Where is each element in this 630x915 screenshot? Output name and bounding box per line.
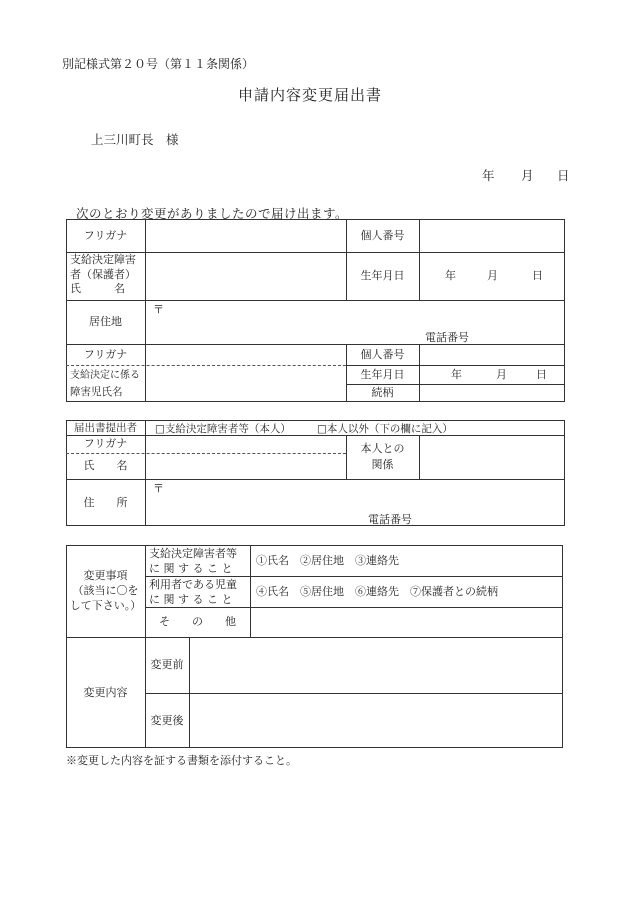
row1-options[interactable]: ①氏名 ②居住地 ③連絡先 xyxy=(256,553,399,567)
row1-label: 支給決定障害者等 に 関 す る こ と xyxy=(149,547,237,575)
change-items-label: 変更事項 （該当に〇を して下さい。） xyxy=(69,569,142,612)
recipient-name-label: 支給決定障害 者（保護者） 氏 名 xyxy=(70,253,136,295)
child-birthdate-field[interactable]: 年 月 日 xyxy=(451,367,547,381)
form-id: 別記様式第２０号（第１１条関係） xyxy=(62,57,255,71)
address-field[interactable] xyxy=(145,300,565,344)
submitter-address-label: 住 所 xyxy=(83,495,128,509)
change-content-label: 変更内容 xyxy=(83,685,128,699)
before-field[interactable] xyxy=(189,637,563,693)
child-kojin-bango-field[interactable] xyxy=(419,344,565,365)
child-furigana-label: フリガナ xyxy=(83,347,128,361)
date-day: 日 xyxy=(557,168,570,183)
child-birthdate-label: 生年月日 xyxy=(360,367,405,381)
submitter-address-field[interactable] xyxy=(145,479,565,526)
footnote: ※変更した内容を証する書類を添付すること。 xyxy=(66,754,297,767)
postal-mark: 〒 xyxy=(153,303,164,316)
after-field[interactable] xyxy=(189,693,563,748)
date-year: 年 xyxy=(482,168,495,183)
addressee: 上三川町長 様 xyxy=(91,132,179,147)
submitter-furigana-label: フリガナ xyxy=(83,437,128,450)
row3-field[interactable] xyxy=(250,607,563,637)
kojin-bango-label: 個人番号 xyxy=(360,228,405,242)
birthdate-field[interactable]: 年 月 日 xyxy=(445,269,543,282)
submitter-name-field[interactable] xyxy=(145,435,346,479)
child-name-label: 支給決定に係る 障害児氏名 xyxy=(70,370,140,398)
recipient-name-field[interactable] xyxy=(145,252,346,300)
option-other-checkbox[interactable]: □本人以外（下の欄に記入） xyxy=(317,423,453,435)
relation-field[interactable] xyxy=(419,384,565,402)
child-furigana-field[interactable] xyxy=(145,344,346,365)
kojin-bango-field[interactable] xyxy=(419,219,565,252)
furigana-field[interactable] xyxy=(145,219,346,252)
relation-label: 続柄 xyxy=(371,386,394,399)
submitter-name-label: 氏 名 xyxy=(83,459,128,472)
relationship-field[interactable] xyxy=(419,435,565,479)
before-label: 変更前 xyxy=(150,658,184,671)
after-label: 変更後 xyxy=(150,713,184,727)
row2-label: 利用者である児童 に 関 す る こ と xyxy=(149,578,237,606)
date-month: 月 xyxy=(521,168,534,183)
address-label: 居住地 xyxy=(89,315,122,328)
form-title: 申請内容変更届出書 xyxy=(238,86,383,104)
option-self-checkbox[interactable]: □支給決定障害者等（本人） xyxy=(155,423,291,435)
row2-options[interactable]: ④氏名 ⑤居住地 ⑥連絡先 ⑦保護者との続柄 xyxy=(256,584,498,598)
phone-label: 電話番号 xyxy=(425,331,469,344)
child-name-field[interactable] xyxy=(145,365,346,402)
intro-text: 次のとおり変更がありましたので届け出ます。 xyxy=(76,206,349,221)
submitter-postal-mark: 〒 xyxy=(153,482,164,495)
submitter-phone-label: 電話番号 xyxy=(368,513,412,526)
row3-label: そ の 他 xyxy=(159,615,236,628)
furigana-label: フリガナ xyxy=(83,228,128,242)
submitter-label: 届出書提出者 xyxy=(74,421,137,434)
child-kojin-bango-label: 個人番号 xyxy=(360,347,405,361)
birthdate-label: 生年月日 xyxy=(360,269,405,282)
relationship-label: 本人との 関係 xyxy=(360,442,405,471)
